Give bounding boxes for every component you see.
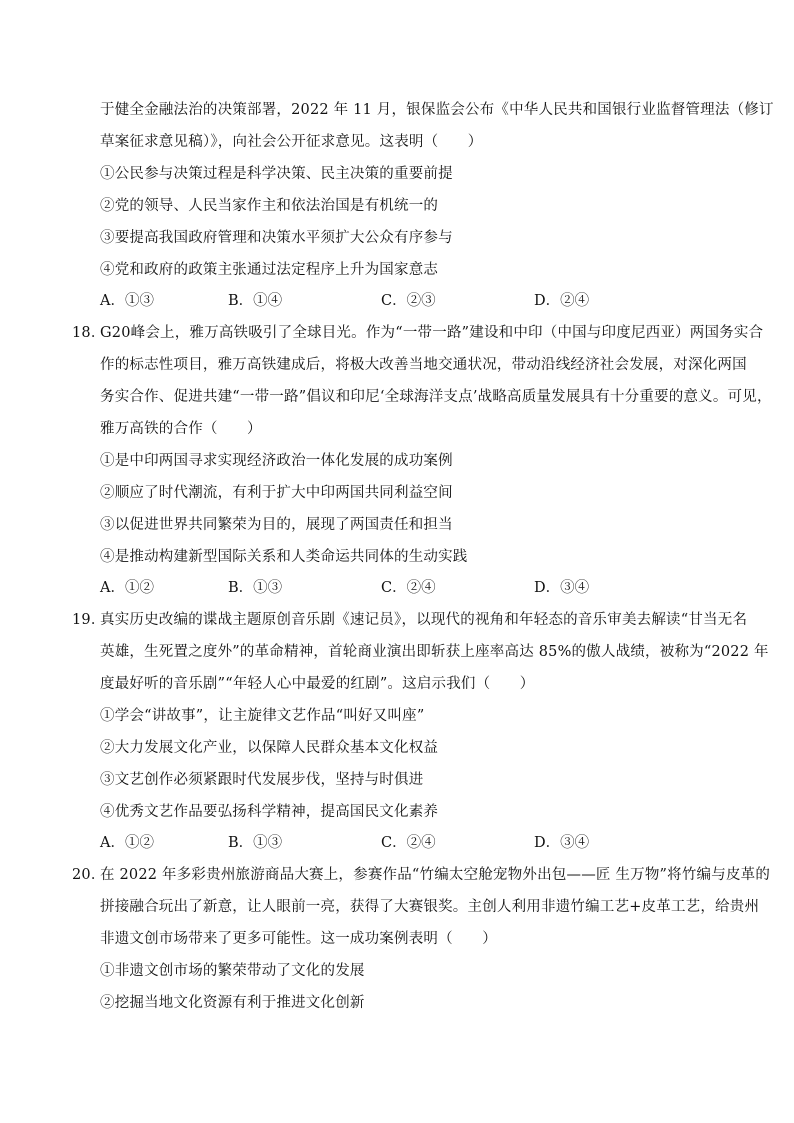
- q18-statement-4: ④是推动构建新型国际关系和人类命运共同体的生动实践: [100, 549, 468, 565]
- q17-statement-1: ①公民参与决策过程是科学决策、民主决策的重要前提: [100, 166, 453, 182]
- q17-statement-3: ③要提高我国政府管理和决策水平须扩大公众有序参与: [100, 230, 453, 246]
- q20-statement-1: ①非遗文创市场的繁荣带动了文化的发展: [100, 963, 365, 979]
- q19-statement-2: ②大力发展文化产业，以保障人民群众基本文化权益: [100, 740, 439, 756]
- q17-statement-4: ④党和政府的政策主张通过法定程序上升为国家意志: [100, 262, 439, 278]
- q19-stem-line-2: 英雄，生死置之度外”的革命精神，首轮商业演出即斩获上座率高达 85%的傲人战绩，被称为“2022 年: [100, 644, 769, 660]
- q19-option-a: A．①②: [100, 835, 154, 851]
- q20-stem-line-1: 在 2022 年多彩贵州旅游商品大赛上，参赛作品“竹编太空舱宠物外出包——匠 生万物”将竹编与皮革的: [100, 867, 771, 883]
- q18-option-a: A．①②: [100, 580, 154, 596]
- q19-option-d: D．③④: [534, 835, 590, 851]
- q18-stem-line-1: G20峰会上，雅万高铁吸引了全球目光。作为“一带一路”建设和中印（中国与印度尼西亚）两国务实合: [100, 325, 764, 341]
- q17-stem-line-2: 草案征求意见稿）》，向社会公开征求意见。这表明（ ）: [100, 134, 483, 150]
- q20-statement-2: ②挖掘当地文化资源有利于推进文化创新: [100, 995, 365, 1011]
- q17-stem-line-1: 于健全金融法治的决策部署，2022 年 11 月，银保监会公布《中华人民共和国银行业监督管理法（修订: [100, 102, 774, 118]
- q20-stem-line-3: 非遗文创市场带来了更多可能性。这一成功案例表明（ ）: [100, 931, 497, 947]
- q18-number: 18．: [72, 325, 106, 341]
- q20-number: 20．: [72, 867, 106, 883]
- q18-stem-line-3: 务实合作、促进共建“一带一路”倡议和印尼‘全球海洋支点’战略高质量发展具有十分重要的意义。可见，: [100, 389, 772, 405]
- q18-stem-line-4: 雅万高铁的合作（ ）: [100, 421, 262, 437]
- q19-option-b: B．①③: [228, 835, 283, 851]
- q17-option-c: C．②③: [381, 293, 436, 309]
- q18-statement-2: ②顺应了时代潮流，有利于扩大中印两国共同利益空间: [100, 485, 453, 501]
- q20-stem-line-2: 拼接融合玩出了新意，让人眼前一亮，获得了大赛银奖。主创人利用非遗竹编工艺+皮革工艺，给贵州: [100, 899, 760, 915]
- q18-option-b: B．①③: [228, 580, 283, 596]
- q19-statement-4: ④优秀文艺作品要弘扬科学精神，提高国民文化素养: [100, 804, 439, 820]
- q18-statement-1: ①是中印两国寻求实现经济政治一体化发展的成功案例: [100, 453, 453, 469]
- q18-statement-3: ③以促进世界共同繁荣为目的，展现了两国责任和担当: [100, 517, 453, 533]
- q17-option-b: B．①④: [228, 293, 283, 309]
- q19-statement-3: ③文艺创作必须紧跟时代发展步伐，坚持与时俱进: [100, 772, 424, 788]
- q19-statement-1: ①学会“讲故事”，让主旋律文艺作品“叫好又叫座”: [100, 708, 425, 724]
- q17-option-a: A．①③: [100, 293, 154, 309]
- q17-option-d: D．②④: [534, 293, 590, 309]
- q19-option-c: C．②④: [381, 835, 436, 851]
- q18-option-c: C．②④: [381, 580, 436, 596]
- q18-stem-line-2: 作的标志性项目，雅万高铁建成后，将极大改善当地交通状况，带动沿线经济社会发展，对深化两国: [100, 357, 747, 373]
- q19-stem-line-1: 真实历史改编的谍战主题原创音乐剧《速记员》，以现代的视角和年轻态的音乐审美去解读“甘当无名: [100, 612, 748, 628]
- q17-statement-2: ②党的领导、人民当家作主和依法治国是有机统一的: [100, 198, 439, 214]
- q18-option-d: D．③④: [534, 580, 590, 596]
- q19-number: 19．: [72, 612, 106, 628]
- q19-stem-line-3: 度最好听的音乐剧”“年轻人心中最爱的红剧”。这启示我们（ ）: [100, 676, 535, 692]
